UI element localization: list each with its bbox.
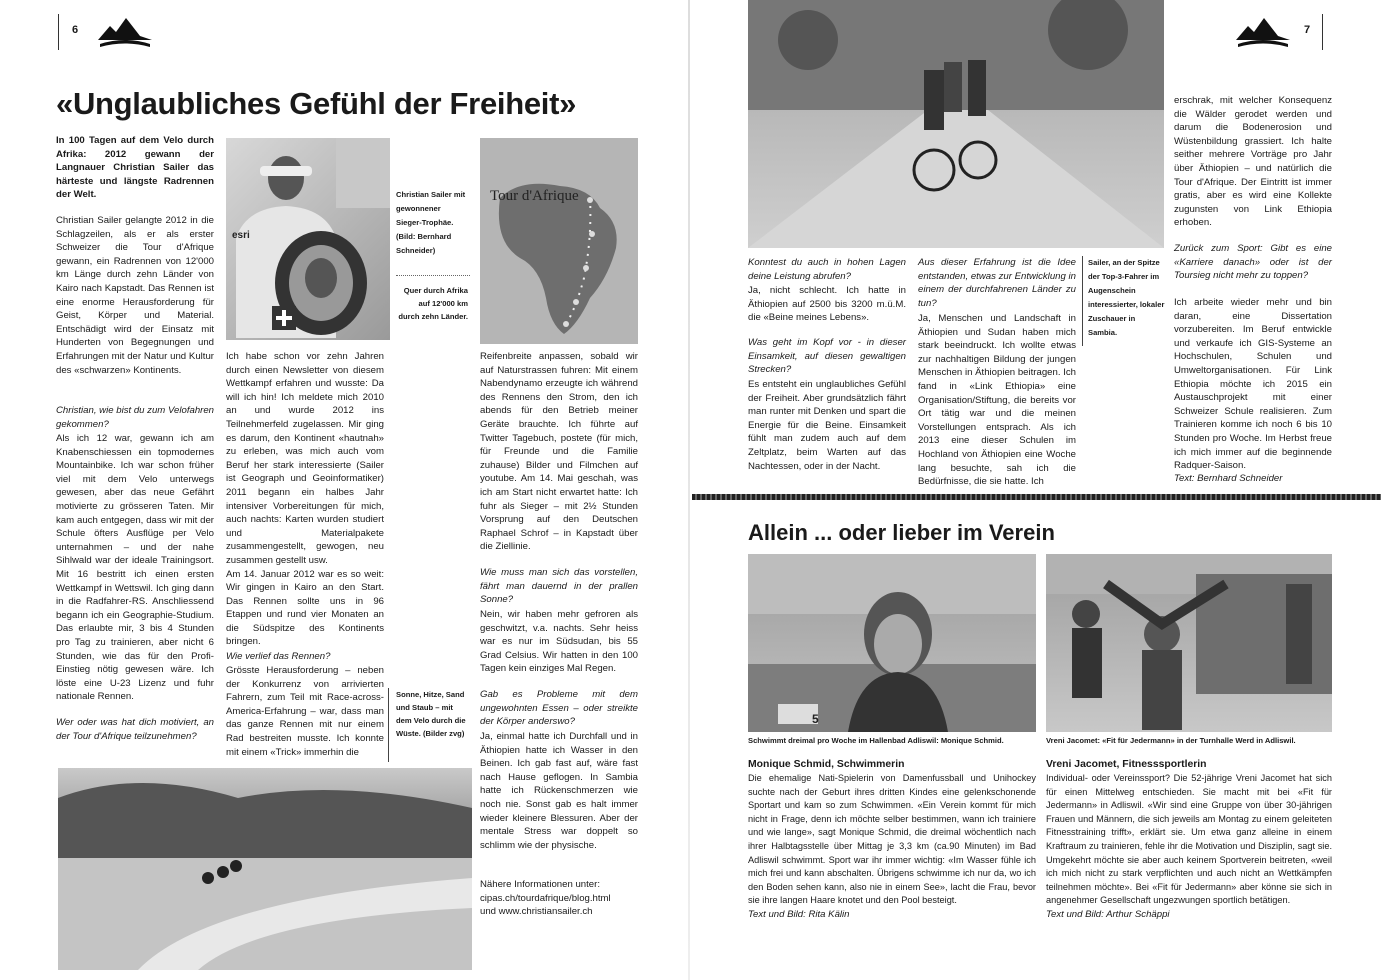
credit-author: Text: Bernhard Schneider — [1174, 473, 1283, 484]
article-title: «Unglaubliches Gefühl der Freiheit» — [56, 86, 577, 121]
answer-7: Es entsteht ein unglaubliches Gefühl der Freiheit. Aber grundsätzlich fährt man runter mit Denken und spart die Energie für die Beine. Einsamkeit fühlt man zudem auch auf dem Zeltplatz, beim Warten auf das Nachtessen, oder in der Nacht. — [748, 379, 906, 472]
caption-gym: Vreni Jacomet: «Fit für Jedermann» in der Turnhalle Werd in Adliswil. — [1046, 736, 1296, 745]
body-col2-answer: Grösste Herausforderung – neben der Konkurrenz von arrivierten Fahrern, zum Teil mit Race-across-America-Erfahrung – war, dass man das ganze Rennen mit nur einem Rad bestreiten musste. Ich konnte mit einem «Trick» immerhin die — [226, 665, 384, 758]
body-col3: Reifenbreite anpassen, sobald wir auf Naturstrassen fuhren: Mit einem Nabendynamo erzeugte ich während des Rennens den Strom, den ich abends für den Betrieb meiner Geräte brauchte. Ich führte auf Twitter Tagebuch, postete (für mich, für Freunde und die Familie zuhause) Bilder und Filmchen auf youtube. Am 14. Mai geschah, was ich am Start nicht erwartet hatte: Ich fuhr als Sieger – mit 2½ Stunden Vorsprung auf den Deutschen Raphael Schrof – in Kapstadt über die Ziellinie. — [480, 351, 638, 553]
question-2: Wer oder was hat dich motiviert, an der Tour d'Afrique teilzunehmen? — [56, 717, 214, 742]
question-6: Konntest du auch in hohen Lagen deine Leistung abrufen? — [748, 257, 906, 282]
body-col3-answer2: Ja, einmal hatte ich Durchfall und in Äthiopien hatte ich Wasser in den Beinen. Ich gab fast auf, wäre fast nach Hause geflogen. In Sambia hatte ich Rückenschmerzen wie noch nie. Sonst gab es halt immer wieder kleinere Blessuren. Aber der mentale Stress war doppelt so schlimm wie der physische. — [480, 731, 638, 851]
question-8: Aus dieser Erfahrung ist die Idee entstanden, etwas zur Entwicklung in einem der durchfahrenen Länder zu tun? — [918, 257, 1076, 309]
caption-rule — [388, 688, 389, 762]
answer-8: Ja, Menschen und Landschaft in Äthiopien und Sudan haben mich stark beeindruckt. Ich wollte etwas zur nachhaltigen Bildung der jungen Menschen in Äthiopien beitragen. Ich fand in «Link Ethiopia» eine Organisation/Stiftung, die bereits vor Ort tätig war und die meinen Vorstellungen entsprach. Als ich 2013 eine dieser Schulen im Hochland von Äthiopien eine Woche lang besuchte, sah ich die Bedürfnisse, die sie hatte. Ich — [918, 313, 1076, 488]
caption-desert: Sonne, Hitze, Sand und Staub – mit dem Velo durch die Wüste. (Bilder zvg) — [396, 690, 466, 738]
body-col2: Ich habe schon vor zehn Jahren durch einen Newsletter von diesem Wettkampf erfahren und wusste: Da will ich hin! Ich meldete mich 2010 an und wurde 2012 ins Teilnehmerfeld zugelassen. Mir ging es darum, den Kontinent «hautnah» zu erleben, was mich auch vom Beruf her stark interessierte (Sailer ist Geograph und Geoinformatiker) 2011 begann ein halbes Jahr intensiver Vorbereitungen für mich, auch nachts: Karten wurden studiert und Materialpakete zusammengestellt, gewogen, neu zusammen gestellt usw. Am 14. Januar 2012 war es so weit: Wir gingen in Kairo an den Start. Das Rennen sollte uns in 96 Etappen und rund vier Monaten an die Südspitze des Kontinents bringen. — [226, 351, 384, 648]
heading-gym: Vreni Jacomet, Fitnesssportlerin — [1046, 759, 1207, 770]
mountain-logo-icon — [96, 14, 154, 48]
page-number-right: 7 — [1304, 24, 1311, 36]
question-4: Wie muss man sich das vorstellen, fährt man dauernd in der prallen Sonne? — [480, 567, 638, 606]
map-title: Tour d'Afrique — [490, 188, 579, 204]
photo-desert — [58, 768, 472, 970]
mountain-logo-icon-right — [1234, 14, 1292, 48]
cyclists-illustration — [748, 0, 1164, 248]
gym-illustration — [1046, 554, 1332, 732]
photo-cyclists — [748, 0, 1164, 248]
article-lead: In 100 Tagen auf dem Velo durch Afrika: 2012 gewann der Langnauer Christian Sailer das härteste und längste Radrennen der Welt. — [56, 135, 214, 201]
body-col1-answer: Als ich 12 war, gewann ich am Knabenschiessen ein topmodernes Mountainbike. Ich war schon früher viel mit dem Velo unterwegs gewesen, aber das neue Gefährt motivierte zu grösseren Taten. Mir kam auch entgegen, dass wir mit der Schule öfters Ausflüge per Velo unternahmen – und der nahe Sihlwald war der ideale Trainingsort. Mit 16 bestritt ich einen ersten Wettkampf in Wettswil. Ich ging dann in die Radfahrer-RS. Anschliessend begann ich ein Geographie-Studium. Das erlaubte mir, 3 bis 4 Stunden pro Tag zu trainieren, aber nicht 6 Stunden, wie das für den Profi-Einstieg nötig gewesen wäre. Ich löste eine U-23 Lizenz und fuhr nationale Rennen. — [56, 433, 214, 703]
question-7: Was geht im Kopf vor - in dieser Einsamkeit, auf diesen gewaltigen Strecken? — [748, 337, 906, 376]
page-gutter — [688, 0, 690, 980]
body-swimmer: Die ehemalige Nati-Spielerin von Damenfussball und Unihockey suchte nach der Geburt ihres dritten Kindes eine gelenkschonende Sportart und kam so zum Schwimmen. «Ein Verein kommt für mich nicht in Frage, denn ich möchte selber bestimmen, wann ich trainiere und wie lange», sagt Monique Schmid, die dreimal wöchentlich nach ihrer Halbtagsstelle über Mittag je 3,3 km (ca.90 Minuten) im Bad Adliswil schwimmt. Sport war ihr immer wichtig: «Im Wasser fühle ich mich frei und kann abschalten. Übrigens schwimme ich nur da, wo ich den Boden sehen kann, also nie in einem See», lacht die Frau, bevor sie ihre langen Haare knotet und den Pool besteigt. — [748, 773, 1036, 906]
caption-trophy: Christian Sailer mit gewonnener Sieger-Trophäe. (Bild: Bernhard Schneider) — [396, 190, 466, 255]
body-col1-intro: Christian Sailer gelangte 2012 in die Schlagzeilen, als er als erster Schweizer die Tour d'Afrique gewann, ein Radrennen von 12'000 km Länge durch zehn Länder von Kairo nach Kapstadt. Das Rennen ist eine enorme Herausforderung für Geist, Körper und Material. Entschädigt wird der Einsatz mit Hunderten von Begegnungen und Erfahrungen mit der Natur und Kultur des «schwarzen» Kontinents. — [56, 215, 214, 376]
left-margin-rule — [58, 14, 59, 50]
photo-africa-map — [480, 138, 638, 344]
africa-map-illustration — [480, 138, 638, 344]
caption-rule-right — [1082, 256, 1083, 346]
section-divider — [692, 494, 1381, 500]
section-title: Allein ... oder lieber im Verein — [748, 520, 1055, 545]
question-3: Wie verlief das Rennen? — [226, 651, 331, 662]
answer-6: Ja, nicht schlecht. Ich hatte in Äthiopien auf 2500 bis 3200 m.ü.M. die «Beine meines Lebens». — [748, 285, 906, 324]
answer-9: Ich arbeite wieder mehr und bin daran, eine Dissertation vorzubereiten. Im Beruf entwickle und verkaufe ich GIS-Systeme an Hochschulen, Schulen und Umweltorganisationen. Für Link Ethiopia möchte ich 2015 ein Austauschprojekt mit einer Schweizer Schule realisieren. Zum Trainieren komme ich noch 6 bis 10 Stunden pro Woche. Im Herbst freue ich mich immer auf die beginnende Radquer-Saison. — [1174, 297, 1332, 472]
question-9: Zurück zum Sport: Gibt es eine «Karriere danach» oder ist der Toursieg nicht mehr zu toppen? — [1174, 243, 1332, 282]
question-5: Gab es Probleme mit dem ungewohnten Essen – oder streikte der Körper anderswo? — [480, 689, 638, 728]
photo-swimmer — [748, 554, 1036, 732]
caption-cyclists: Sailer, an der Spitze der Top-3-Fahrer im Augenschein interessierter, lokaler Zuschauer in Sambia. — [1088, 258, 1165, 337]
credit-gym: Text und Bild: Arthur Schäppi — [1046, 909, 1170, 920]
caption-map: Quer durch Afrika auf 12'000 km durch zehn Länder. — [398, 286, 468, 321]
question-1: Christian, wie bist du zum Velofahren gekommen? — [56, 405, 215, 430]
body-col3-answer: Nein, wir haben mehr gefroren als geschwitzt, v.a. nachts. Sehr heiss war es nur im Südsudan, bis 55 Grad Celsius. Wir hatten in den 100 Tagen kein einziges Mal Regen. — [480, 609, 638, 675]
heading-swimmer: Monique Schmid, Schwimmerin — [748, 759, 905, 770]
lane-number: 5 — [812, 712, 819, 726]
photo-trophy — [226, 138, 390, 340]
shirt-logo: esri — [232, 230, 250, 241]
more-info: Nähere Informationen unter: cipas.ch/tourdafrique/blog.html und www.christiansailer.ch — [480, 879, 611, 918]
caption-swimmer: Schwimmt dreimal pro Woche im Hallenbad Adliswil: Monique Schmid. — [748, 736, 1004, 745]
body-right-col: erschrak, mit welcher Konsequenz die Wälder gerodet werden und darum die Bodenerosion und Wüstenbildung grassiert. Ich halte seither mehrere Vorträge pro Jahr über Äthiopien – und natürlich die Tour d'Afrique. Der Eintritt ist immer gratis, aber es wird eine Kollekte zugunsten von Link Ethiopia erhoben. — [1174, 95, 1332, 229]
body-gym: Individual- oder Vereinssport? Die 52-jährige Vreni Jacomet hat sich für einen Mittelweg entschieden. Sie macht mit bei «Fit für Jedermann» in Adliswil. «Wir sind eine Gruppe von über 30-jährigen Frauen und Männern, die sich jeweils am Montag zu einem geleiteten Fitnesstraining trifft», erklärt sie. Um etwa ganz alleine in einem Kraftraum zu trainieren, fehle ihr die Motivation und Disziplin, sagt sie. Umgekehrt möchte sie aber auch keinem Sportverein beitreten, «weil ich mich nicht zu stark verpflichten und auch nicht an Wettkämpfen teilnehmen möchte». Bei «Fit für Jedermann» aber könne sie sich in angenehmer Gesellschaft ungezwungen sportlich betätigen. — [1046, 773, 1332, 906]
desert-road-illustration — [58, 768, 472, 970]
right-margin-rule — [1322, 14, 1323, 50]
trophy-illustration — [226, 138, 390, 340]
photo-gym — [1046, 554, 1332, 732]
caption-divider — [396, 275, 470, 276]
page-number-left: 6 — [72, 24, 79, 36]
credit-swimmer: Text und Bild: Rita Kälin — [748, 909, 850, 920]
swimmer-illustration — [748, 554, 1036, 732]
